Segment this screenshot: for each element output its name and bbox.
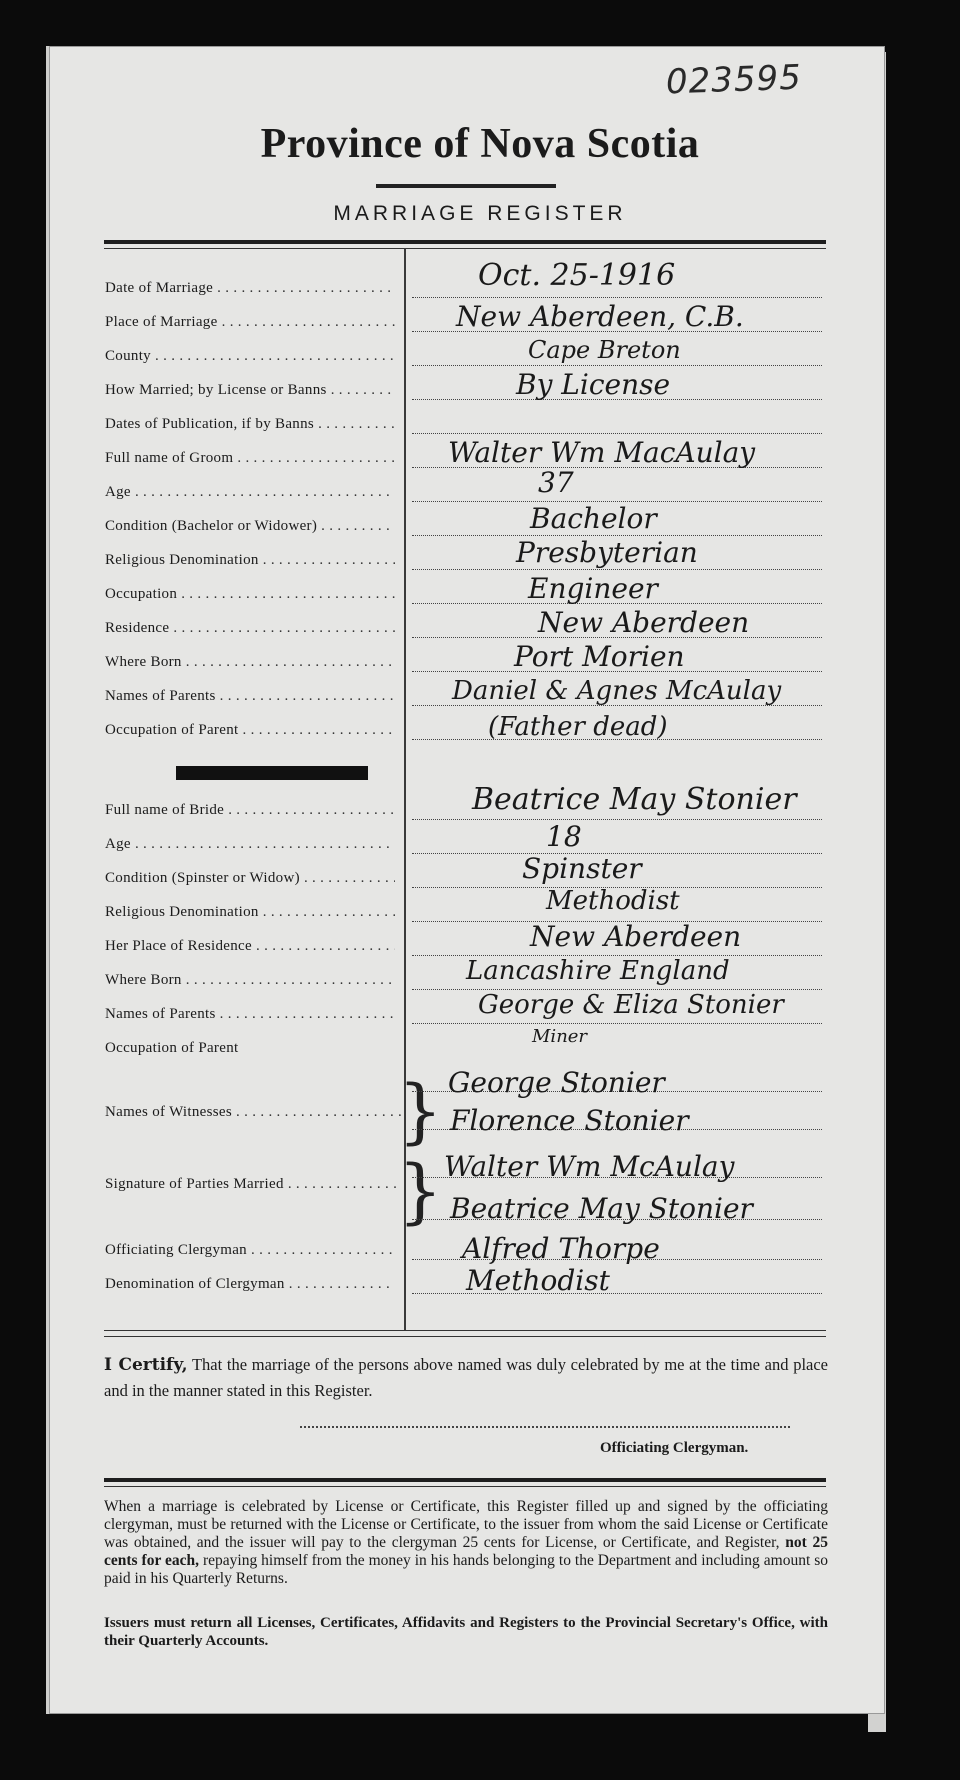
label-bride-name: Full name of Bride . . . xyxy=(105,802,395,819)
label-groom-parent-occupation: Occupation of Parent . . . xyxy=(105,722,395,739)
signature-brace: } xyxy=(398,1150,443,1232)
label-bride-denomination: Religious Denomination . . . xyxy=(105,904,395,921)
value-witness-2: Florence Stonier xyxy=(450,1104,689,1137)
value-how-married: By License xyxy=(516,368,671,401)
value-bride-parents: George & Eliza Stonier xyxy=(478,990,784,1020)
notice-rule-thin xyxy=(104,1486,826,1487)
label-groom-residence: Residence . . . xyxy=(105,620,395,637)
top-rule-thin xyxy=(104,248,826,249)
value-bride-birthplace: Lancashire England xyxy=(466,956,730,986)
value-groom-age: 37 xyxy=(538,466,574,499)
table-bottom-rule xyxy=(104,1330,826,1331)
signature-caption: Officiating Clergyman. xyxy=(600,1440,749,1456)
title-rule xyxy=(376,184,556,188)
issuer-instructions: Issuers must return all Licenses, Certificates, Affidavits and Registers to the Provincial Secretary's Office, with their Quarterly Accounts. xyxy=(104,1615,828,1649)
label-groom-occupation: Occupation . . . xyxy=(105,586,395,603)
value-groom-occupation: Engineer xyxy=(528,572,658,605)
value-date-of-marriage: Oct. 25-1916 xyxy=(478,258,676,293)
label-bride-condition: Condition (Spinster or Widow) . . . xyxy=(105,870,395,887)
label-groom-parents: Names of Parents . . . xyxy=(105,688,395,705)
label-place-of-marriage: Place of Marriage . . . xyxy=(105,314,395,331)
fill-line xyxy=(412,296,822,298)
value-county: Cape Breton xyxy=(528,336,681,364)
value-bride-denomination: Methodist xyxy=(546,886,680,916)
value-bride-name: Beatrice May Stonier xyxy=(472,782,797,817)
label-groom-birthplace: Where Born . . . xyxy=(105,654,395,671)
certify-text: That the marriage of the persons above named was duly celebrated by me at the time and place and in the manner stated in this Register. xyxy=(104,1355,829,1400)
notice-text-a: When a marriage is celebrated by License or Certificate, this Register filled up and signed by the officiating clergyman, must be returned with the License or Certificate, to the issuer from whom the said License or Certificate was obtained, and the issuer will pay to the clergyman 25 cents for License, or Certificate, and Register, xyxy=(104,1498,828,1551)
label-witnesses: Names of Witnesses . . . xyxy=(105,1104,405,1121)
label-bride-parent-occupation: Occupation of Parent xyxy=(105,1040,239,1056)
table-bottom-rule-2 xyxy=(104,1336,826,1337)
label-officiating-clergyman: Officiating Clergyman . . . xyxy=(105,1242,395,1259)
label-groom-denomination: Religious Denomination . . . xyxy=(105,552,395,569)
label-signature-parties: Signature of Parties Married . . . xyxy=(105,1176,397,1193)
label-groom-age: Age . . . xyxy=(105,484,395,501)
value-officiating-clergyman: Alfred Thorpe xyxy=(462,1232,660,1265)
value-groom-name: Walter Wm MacAulay xyxy=(448,436,756,469)
value-groom-birthplace: Port Morien xyxy=(514,640,685,673)
fill-line xyxy=(412,432,822,434)
label-date-of-marriage: Date of Marriage . . . xyxy=(105,280,395,297)
form-subtitle: MARRIAGE REGISTER xyxy=(333,202,627,225)
value-groom-parent-occupation: (Father dead) xyxy=(488,712,668,742)
label-groom-condition: Condition (Bachelor or Widower) . . . xyxy=(105,518,395,535)
label-groom-name: Full name of Groom . . . xyxy=(105,450,395,467)
value-bride-condition: Spinster xyxy=(522,852,642,885)
label-bride-birthplace: Where Born . . . xyxy=(105,972,395,989)
value-bride-age: 18 xyxy=(546,820,582,853)
notice-bold: not 25 cents for each, xyxy=(104,1534,828,1569)
label-bride-parents: Names of Parents . . . xyxy=(105,1006,395,1023)
value-place-of-marriage: New Aberdeen, C.B. xyxy=(456,300,744,333)
certify-lead: I Certify, xyxy=(104,1355,188,1375)
label-county: County . . . xyxy=(105,348,395,365)
fill-line xyxy=(412,1022,822,1024)
value-groom-condition: Bachelor xyxy=(530,502,657,535)
value-groom-denomination: Presbyterian xyxy=(516,536,698,569)
label-dates-of-publication: Dates of Publication, if by Banns . . . xyxy=(105,416,395,433)
notice-text-b: repaying himself from the money in his hands belonging to the Department and including amount so paid in his Quarterly Returns. xyxy=(104,1552,829,1587)
certification-statement xyxy=(104,1352,828,1403)
value-witness-1: George Stonier xyxy=(448,1066,665,1099)
label-clergyman-denomination: Denomination of Clergyman . . . xyxy=(105,1276,395,1293)
value-signature-bride: Beatrice May Stonier xyxy=(450,1192,753,1225)
value-groom-parents: Daniel & Agnes McAulay xyxy=(452,676,782,706)
clergyman-signature-line xyxy=(300,1426,790,1428)
section-divider-bar xyxy=(176,766,368,780)
notice-rule xyxy=(104,1478,826,1482)
witness-brace: } xyxy=(398,1070,443,1152)
return-instructions xyxy=(104,1498,828,1588)
fill-line xyxy=(412,364,822,366)
top-rule xyxy=(104,240,826,244)
value-clergyman-denomination: Methodist xyxy=(466,1264,610,1297)
value-bride-parent-occupation: Miner xyxy=(532,1026,588,1047)
value-bride-residence: New Aberdeen xyxy=(530,920,742,953)
form-title: Province of Nova Scotia xyxy=(260,121,700,167)
fill-line xyxy=(412,818,822,820)
label-how-married: How Married; by License or Banns . . . xyxy=(105,382,395,399)
value-signature-groom: Walter Wm McAulay xyxy=(444,1150,735,1183)
value-groom-residence: New Aberdeen xyxy=(538,606,750,639)
label-bride-residence: Her Place of Residence . . . xyxy=(105,938,395,955)
serial-number: 023595 xyxy=(665,57,803,103)
label-bride-age: Age . . . xyxy=(105,836,395,853)
